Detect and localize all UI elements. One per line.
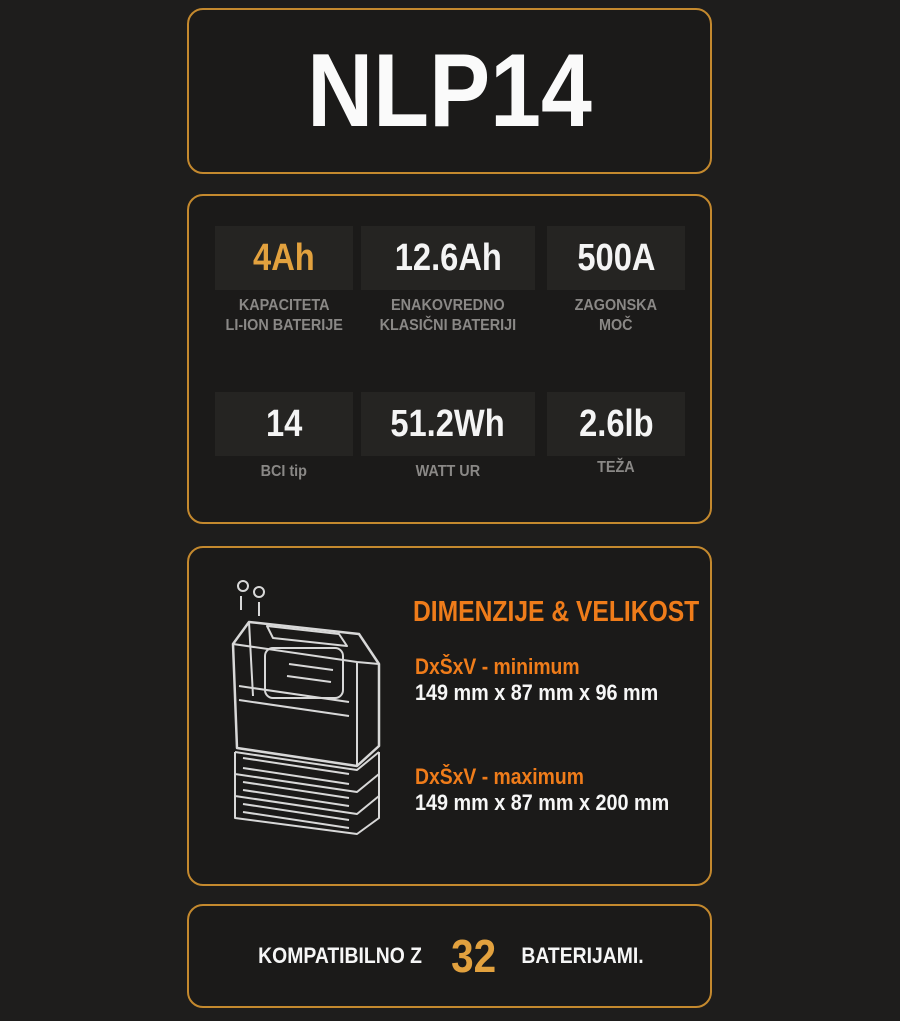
spec-watt-hours	[361, 392, 535, 482]
spec-caption-line2: KLASIČNI BATERIJI	[379, 317, 517, 334]
spec-caption	[225, 296, 342, 336]
spec-value-box	[547, 392, 685, 456]
spec-capacity	[215, 226, 353, 336]
dimensions-maximum-label: DxŠxV - maximum	[415, 764, 584, 789]
product-title: NLP14	[307, 33, 592, 149]
spec-value: 2.6lb	[578, 402, 654, 445]
spec-caption: BCI tip	[260, 463, 308, 480]
spec-value: 14	[265, 402, 303, 445]
spec-caption-line2: MOČ	[599, 317, 633, 334]
dimensions-minimum-value: 149 mm x 87 mm x 96 mm	[415, 680, 659, 705]
spec-bci	[215, 392, 353, 482]
title-panel	[187, 8, 712, 174]
compatibility-suffix: BATERIJAMI.	[521, 943, 644, 968]
spec-value-box	[215, 226, 353, 290]
spec-weight	[547, 392, 685, 478]
spec-value-box	[361, 392, 535, 456]
spec-caption	[380, 296, 517, 336]
compatibility-prefix: KOMPATIBILNO Z	[258, 943, 423, 968]
spec-caption-line1: KAPACITETA	[238, 297, 330, 314]
battery-stack-illustration	[229, 576, 389, 836]
compatibility-panel	[187, 904, 712, 1008]
spec-value: 51.2Wh	[390, 402, 506, 445]
spec-cranking	[547, 226, 685, 336]
dimensions-heading: DIMENZIJE & VELIKOST	[413, 596, 700, 628]
spec-caption: TEŽA	[597, 459, 635, 476]
spec-value-box	[547, 226, 685, 290]
compatibility-count: 32	[450, 930, 496, 982]
spec-value-box	[361, 226, 535, 290]
spec-caption-line2: LI-ION BATERIJE	[225, 317, 343, 334]
dimensions-minimum-label: DxŠxV - minimum	[415, 654, 580, 679]
spec-caption-line1: ZAGONSKA	[574, 297, 658, 314]
spec-value: 500A	[576, 236, 656, 279]
specs-panel	[187, 194, 712, 524]
spec-value-box	[215, 392, 353, 456]
compatibility-line	[189, 906, 710, 1006]
dimensions-panel	[187, 546, 712, 886]
spec-value: 12.6Ah	[394, 236, 502, 279]
spec-equivalent	[361, 226, 535, 336]
spec-caption	[575, 296, 657, 336]
spec-caption-line1: ENAKOVREDNO	[391, 297, 505, 314]
spec-caption: WATT UR	[415, 463, 481, 480]
dimensions-maximum-value: 149 mm x 87 mm x 200 mm	[415, 790, 670, 815]
spec-value: 4Ah	[253, 236, 315, 279]
